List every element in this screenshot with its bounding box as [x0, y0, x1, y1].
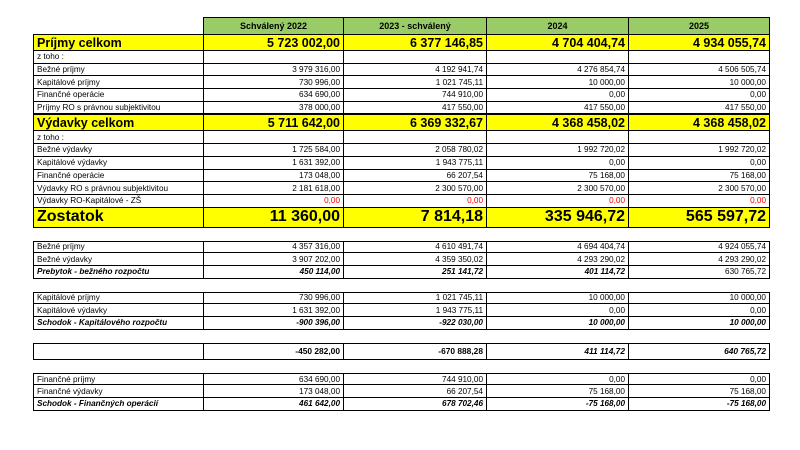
- cell-2022: 461 642,00: [203, 398, 343, 410]
- cell-2024: 2 300 570,00: [486, 182, 628, 194]
- cell-2023: -922 030,00: [343, 317, 486, 329]
- cell-2022: 3 907 202,00: [203, 253, 343, 265]
- cell-2024: 417 550,00: [486, 102, 628, 114]
- cell-2025: -75 168,00: [628, 398, 770, 410]
- cell-2025: 0,00: [628, 374, 770, 385]
- row-label: Príjmy celkom: [33, 35, 203, 50]
- net-result-row: [33, 343, 770, 360]
- cell-2022: 3 979 316,00: [203, 64, 343, 76]
- spacer: [33, 228, 770, 241]
- cell-2022: 173 048,00: [203, 385, 343, 397]
- row-label: Bežné príjmy: [33, 242, 203, 253]
- expense-total-row: [33, 114, 770, 131]
- cell-2025: 640 765,72: [628, 344, 770, 359]
- cell-2022: 730 996,00: [203, 76, 343, 88]
- table-row: [33, 195, 770, 208]
- cell-2024: [486, 51, 628, 63]
- cell-2023: 4 610 491,74: [343, 242, 486, 253]
- cell-2025: 417 550,00: [628, 102, 770, 114]
- cell-2023: 66 207,54: [343, 170, 486, 182]
- table-row: [33, 182, 770, 195]
- cell-2023: 2 300 570,00: [343, 182, 486, 194]
- cell-2022: [203, 51, 343, 63]
- row-label: Prebytok - bežného rozpočtu: [33, 266, 203, 278]
- row-label: Finančné výdavky: [33, 385, 203, 397]
- cell-2023: [343, 131, 486, 143]
- cell-2025: 1 992 720,02: [628, 144, 770, 156]
- cell-2022: 730 996,00: [203, 293, 343, 304]
- cell-2024: 4 694 404,74: [486, 242, 628, 253]
- cell-2023: 1 021 745,11: [343, 76, 486, 88]
- header-cell-2024: 2024: [486, 17, 628, 34]
- cell-2022: 0,00: [203, 195, 343, 207]
- table-row: [33, 89, 770, 102]
- cell-2023: 66 207,54: [343, 385, 486, 397]
- cell-2024: 10 000,00: [486, 76, 628, 88]
- cell-2023: -670 888,28: [343, 344, 486, 359]
- balance-row: [33, 208, 770, 228]
- cell-2022: 4 357 316,00: [203, 242, 343, 253]
- cell-2024: 4 276 854,74: [486, 64, 628, 76]
- cell-2025: 10 000,00: [628, 293, 770, 304]
- cell-2023: 4 192 941,74: [343, 64, 486, 76]
- cell-2025: 4 934 055,74: [628, 35, 770, 50]
- cell-2024: 0,00: [486, 195, 628, 207]
- row-label: Výdavky celkom: [33, 115, 203, 130]
- cell-2023: 744 910,00: [343, 374, 486, 385]
- table-row: [33, 292, 770, 305]
- row-label: Schodok - Finančných operácií: [33, 398, 203, 410]
- cell-2025: [628, 131, 770, 143]
- capital-budget-summary-row: [33, 317, 770, 330]
- cell-2024: 4 704 404,74: [486, 35, 628, 50]
- cell-2023: 6 369 332,67: [343, 115, 486, 130]
- cell-2023: 0,00: [343, 195, 486, 207]
- row-label: [33, 344, 203, 359]
- cell-2025: 630 765,72: [628, 266, 770, 278]
- row-label: Výdavky RO s právnou subjektivitou: [33, 182, 203, 194]
- table-row: [33, 64, 770, 77]
- table-row: [33, 253, 770, 266]
- cell-2025: 10 000,00: [628, 317, 770, 329]
- cell-2023: 744 910,00: [343, 89, 486, 101]
- cell-2022: 450 114,00: [203, 266, 343, 278]
- cell-2022: 11 360,00: [203, 208, 343, 227]
- cell-2022: 173 048,00: [203, 170, 343, 182]
- table-row: [33, 241, 770, 254]
- cell-2024: 4 293 290,02: [486, 253, 628, 265]
- current-budget-summary-row: [33, 266, 770, 279]
- financial-ops-summary-row: [33, 398, 770, 411]
- cell-2024: 10 000,00: [486, 317, 628, 329]
- budget-table: [33, 17, 770, 411]
- cell-2023: 417 550,00: [343, 102, 486, 114]
- cell-2025: 75 168,00: [628, 170, 770, 182]
- cell-2022: 2 181 618,00: [203, 182, 343, 194]
- table-row: [33, 144, 770, 157]
- table-row: [33, 385, 770, 398]
- cell-2023: 1 943 775,11: [343, 304, 486, 316]
- row-label: Kapitálové príjmy: [33, 76, 203, 88]
- cell-2024: 75 168,00: [486, 385, 628, 397]
- cell-2022: 5 711 642,00: [203, 115, 343, 130]
- cell-2023: [343, 51, 486, 63]
- spacer: [33, 330, 770, 343]
- cell-2024: [486, 131, 628, 143]
- row-label: Kapitálové výdavky: [33, 157, 203, 169]
- row-label: Kapitálové príjmy: [33, 293, 203, 304]
- cell-2025: 565 597,72: [628, 208, 770, 227]
- cell-2024: 0,00: [486, 304, 628, 316]
- cell-2024: -75 168,00: [486, 398, 628, 410]
- header-cell-2025: 2025: [628, 17, 770, 34]
- cell-2025: 2 300 570,00: [628, 182, 770, 194]
- table-row: [33, 373, 770, 386]
- cell-2022: 634 690,00: [203, 374, 343, 385]
- income-total-row: [33, 34, 770, 51]
- cell-2023: 4 359 350,02: [343, 253, 486, 265]
- cell-2025: 0,00: [628, 89, 770, 101]
- row-label: Bežné výdavky: [33, 253, 203, 265]
- row-label: Kapitálové výdavky: [33, 304, 203, 316]
- cell-2025: 4 506 505,74: [628, 64, 770, 76]
- cell-2023: 1 943 775,11: [343, 157, 486, 169]
- cell-2023: 2 058 780,02: [343, 144, 486, 156]
- cell-2024: 1 992 720,02: [486, 144, 628, 156]
- cell-2024: 75 168,00: [486, 170, 628, 182]
- row-label: z toho :: [33, 51, 203, 63]
- table-row: [33, 304, 770, 317]
- table-row: [33, 102, 770, 115]
- cell-2025: 4 293 290,02: [628, 253, 770, 265]
- header-row: [33, 17, 770, 34]
- cell-2024: 401 114,72: [486, 266, 628, 278]
- row-label: Výdavky RO-Kapitálové - ZŠ: [33, 195, 203, 207]
- row-label: Finančné operácie: [33, 89, 203, 101]
- header-cell-blank: [33, 17, 203, 34]
- cell-2024: 10 000,00: [486, 293, 628, 304]
- row-label: z toho :: [33, 131, 203, 143]
- cell-2022: 634 690,00: [203, 89, 343, 101]
- cell-2025: [628, 51, 770, 63]
- cell-2023: 6 377 146,85: [343, 35, 486, 50]
- cell-2025: 4 368 458,02: [628, 115, 770, 130]
- cell-2022: 1 631 392,00: [203, 157, 343, 169]
- cell-2022: 5 723 002,00: [203, 35, 343, 50]
- row-label: Finančné operácie: [33, 170, 203, 182]
- table-row: [33, 170, 770, 183]
- cell-2025: 0,00: [628, 304, 770, 316]
- cell-2022: [203, 131, 343, 143]
- cell-2023: 678 702,46: [343, 398, 486, 410]
- cell-2024: 0,00: [486, 157, 628, 169]
- expense-of-which-row: [33, 131, 770, 144]
- cell-2022: 1 725 584,00: [203, 144, 343, 156]
- cell-2025: 10 000,00: [628, 76, 770, 88]
- cell-2025: 75 168,00: [628, 385, 770, 397]
- spacer: [33, 279, 770, 292]
- cell-2022: 378 000,00: [203, 102, 343, 114]
- cell-2022: 1 631 392,00: [203, 304, 343, 316]
- row-label: Bežné výdavky: [33, 144, 203, 156]
- header-cell-2023: 2023 - schválený: [343, 17, 486, 34]
- cell-2022: -900 396,00: [203, 317, 343, 329]
- cell-2025: 4 924 055,74: [628, 242, 770, 253]
- cell-2023: 251 141,72: [343, 266, 486, 278]
- cell-2022: -450 282,00: [203, 344, 343, 359]
- cell-2024: 335 946,72: [486, 208, 628, 227]
- cell-2024: 4 368 458,02: [486, 115, 628, 130]
- row-label: Schodok - Kapitálového rozpočtu: [33, 317, 203, 329]
- row-label: Príjmy RO s právnou subjektivitou: [33, 102, 203, 114]
- spacer: [33, 360, 770, 373]
- table-row: [33, 157, 770, 170]
- cell-2024: 0,00: [486, 374, 628, 385]
- cell-2024: 411 114,72: [486, 344, 628, 359]
- cell-2023: 1 021 745,11: [343, 293, 486, 304]
- row-label: Bežné príjmy: [33, 64, 203, 76]
- header-cell-2022: Schválený 2022: [203, 17, 343, 34]
- row-label: Zostatok: [33, 208, 203, 227]
- row-label: Finančné príjmy: [33, 374, 203, 385]
- cell-2025: 0,00: [628, 195, 770, 207]
- income-of-which-row: [33, 51, 770, 64]
- cell-2025: 0,00: [628, 157, 770, 169]
- cell-2023: 7 814,18: [343, 208, 486, 227]
- cell-2024: 0,00: [486, 89, 628, 101]
- table-row: [33, 76, 770, 89]
